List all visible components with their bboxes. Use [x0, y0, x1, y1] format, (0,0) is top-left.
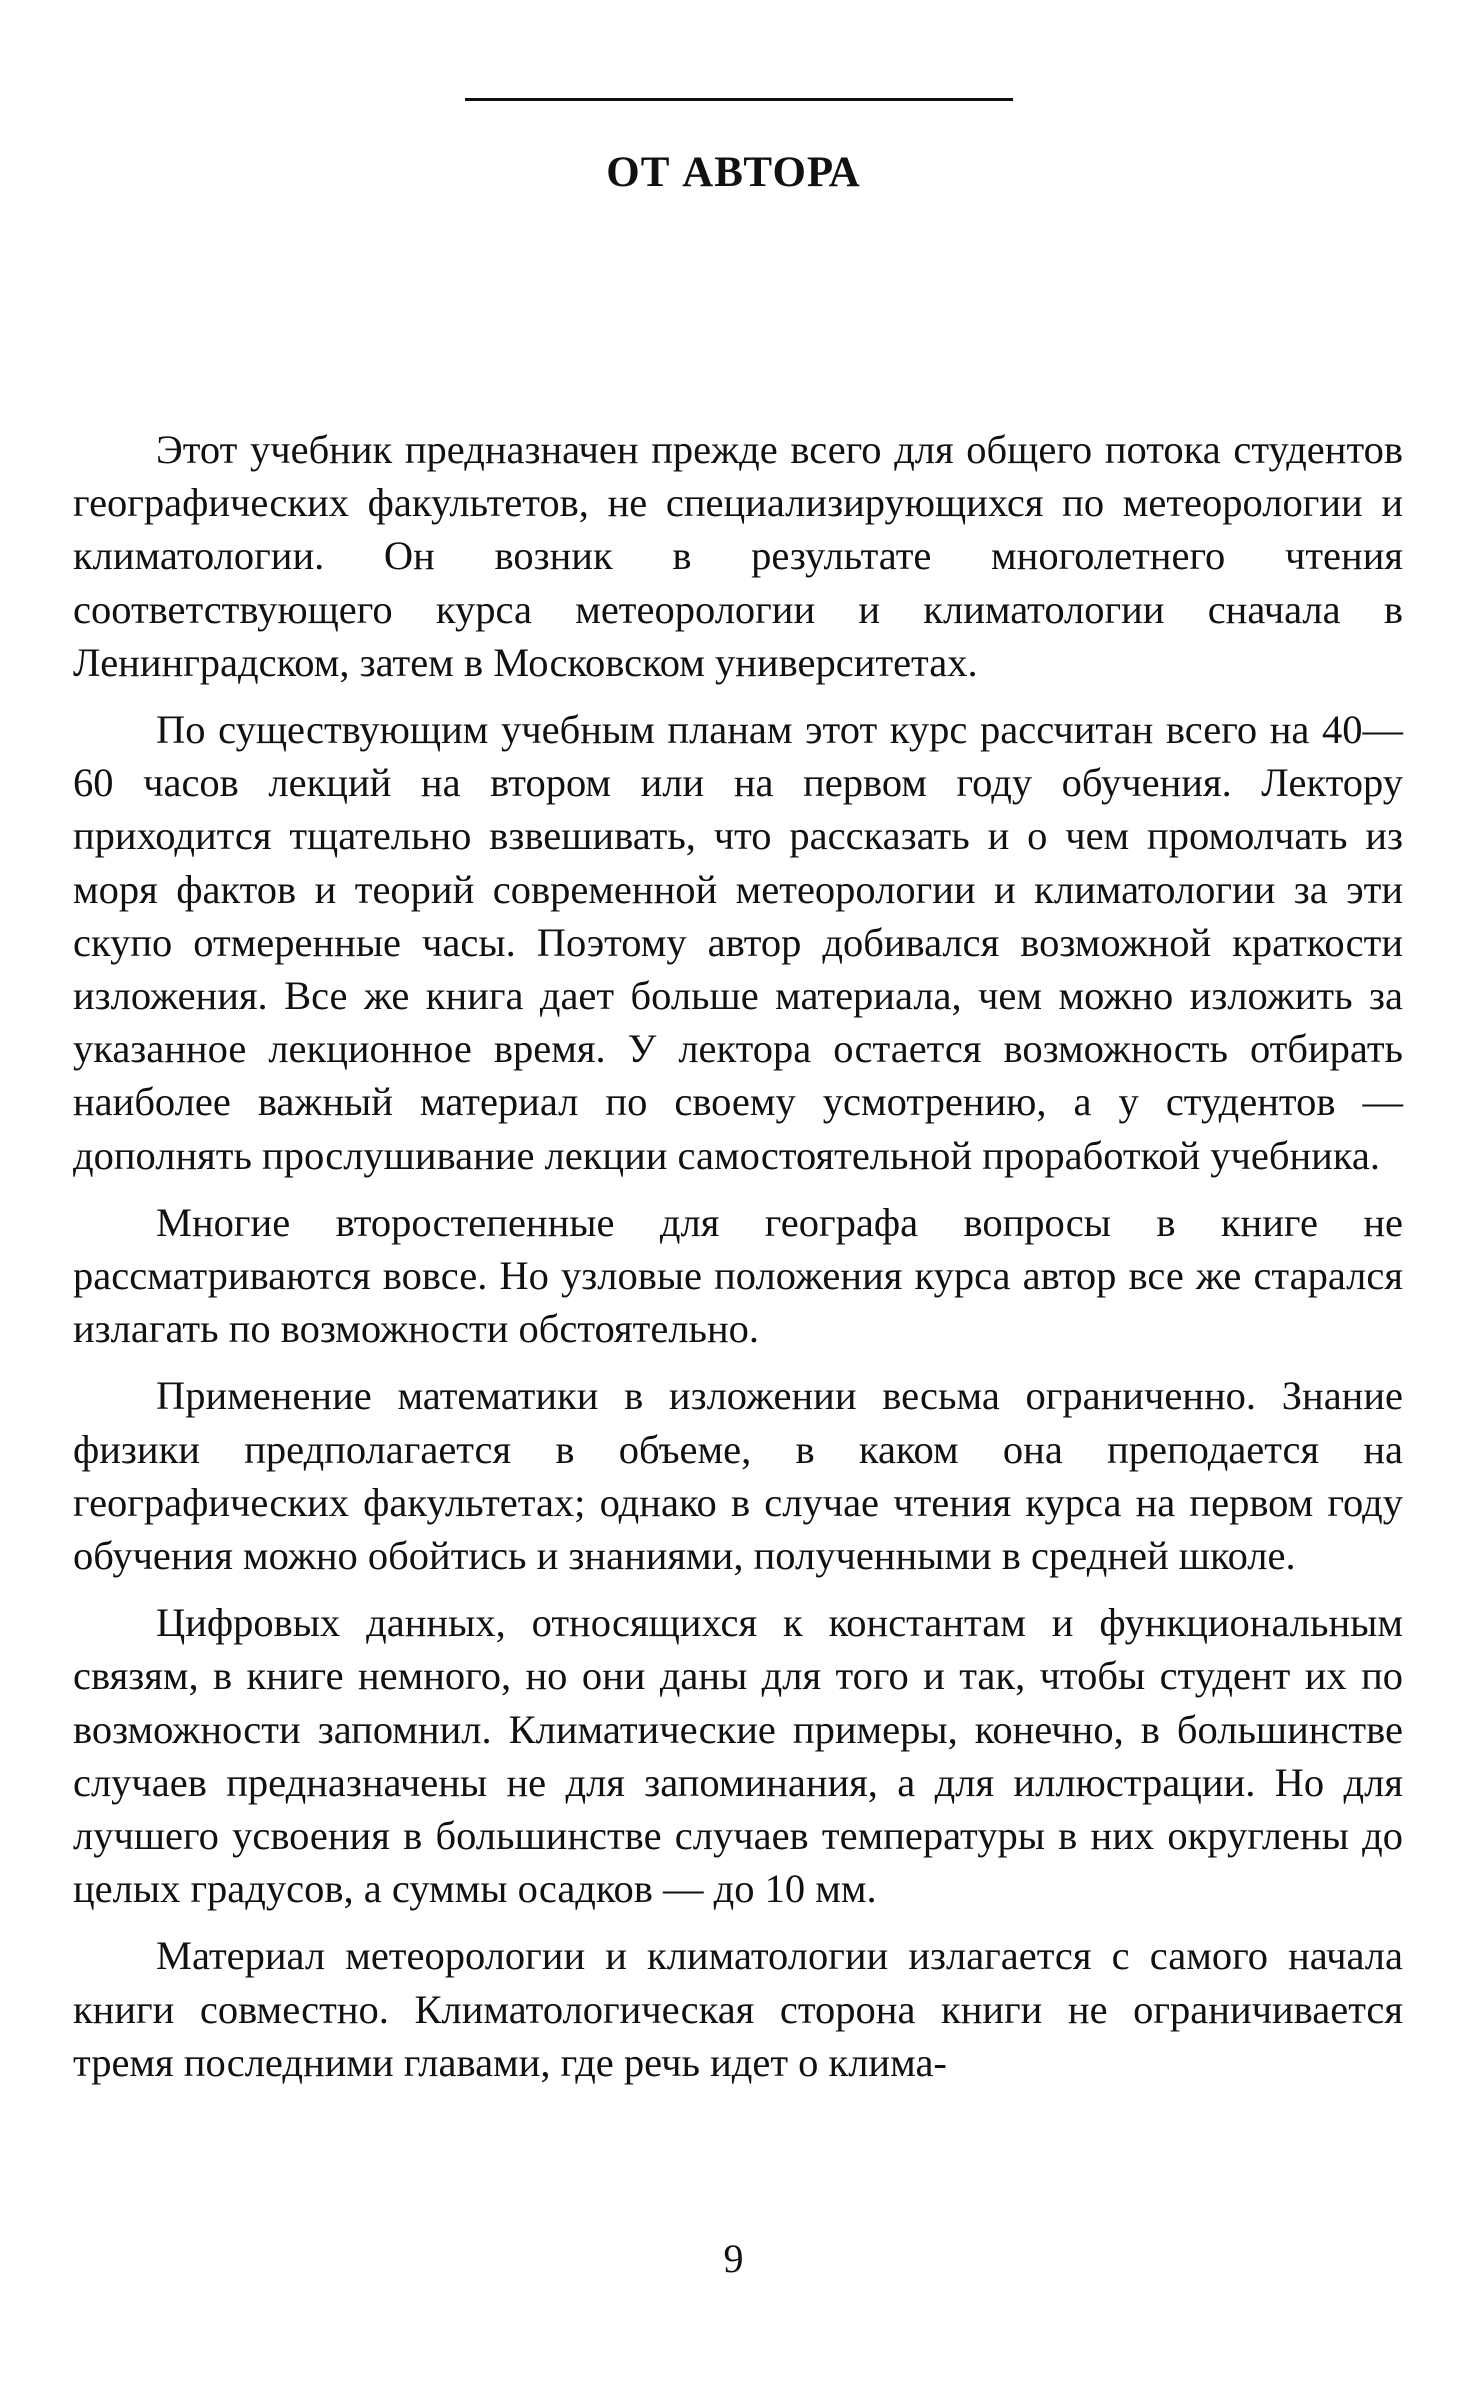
paragraph-3: Многие второстепенные для географа вопросы в книге не рассматриваются вовсе. Но узловые положения курса автор все же старался излагать по возможности обстоятельно. — [73, 1199, 1403, 1352]
paragraph-2: По существующим учебным планам этот курс рассчитан всего на 40—60 часов лекций на втором или на первом году обучения. Лектору приходится тщательно взвешивать, что рассказать и о чем промолчать из моря фактов и теорий современной метеорологии и климатологии за эти скупо отмеренные часы. Поэтому автор добивался возможной краткости изложения. Все же книга дает больше материала, чем можно изложить за указанное лекционное время. У лектора остается возможность отбирать наиболее важный материал по своему усмотрению, а у студентов — дополнять прослушивание лекции самостоятельной проработкой учебника. — [73, 707, 1403, 1178]
paragraph-1: Этот учебник предназначен прежде всего для общего потока студентов географических факультетов, не специализирующихся по метеорологии и климатологии. Он возник в результате многолетнего чтения соответствующего курса метеорологии и климатологии сначала в Ленинградском, затем в Московском университетах. — [73, 427, 1403, 685]
section-heading: ОТ АВТОРА — [606, 149, 861, 196]
page-number: 9 — [723, 2236, 744, 2281]
body-text — [73, 423, 1403, 2103]
paragraph-6: Материал метеорологии и климатологии излагается с самого начала книги совместно. Климатологическая сторона книги не ограничивается тремя последними главами, где речь идет о клима- — [73, 1933, 1403, 2085]
paragraph-5: Цифровых данных, относящихся к константам и функциональным связям, в книге немного, но они даны для того и так, чтобы студент их по возможности запомнил. Климатические примеры, конечно, в большинстве случаев предназначены не для запоминания, а для иллюстрации. Но для лучшего усвоения в большинстве случаев температуры в них округлены до целых градусов, а суммы осадков — до 10 мм. — [73, 1600, 1403, 1912]
top-rule — [465, 98, 1013, 101]
paragraph-4: Применение математики в изложении весьма ограниченно. Знание физики предполагается в объеме, в каком она преподается на географических факультетах; однако в случае чтения курса на первом году обучения можно обойтись и знаниями, полученными в средней школе. — [73, 1373, 1403, 1579]
